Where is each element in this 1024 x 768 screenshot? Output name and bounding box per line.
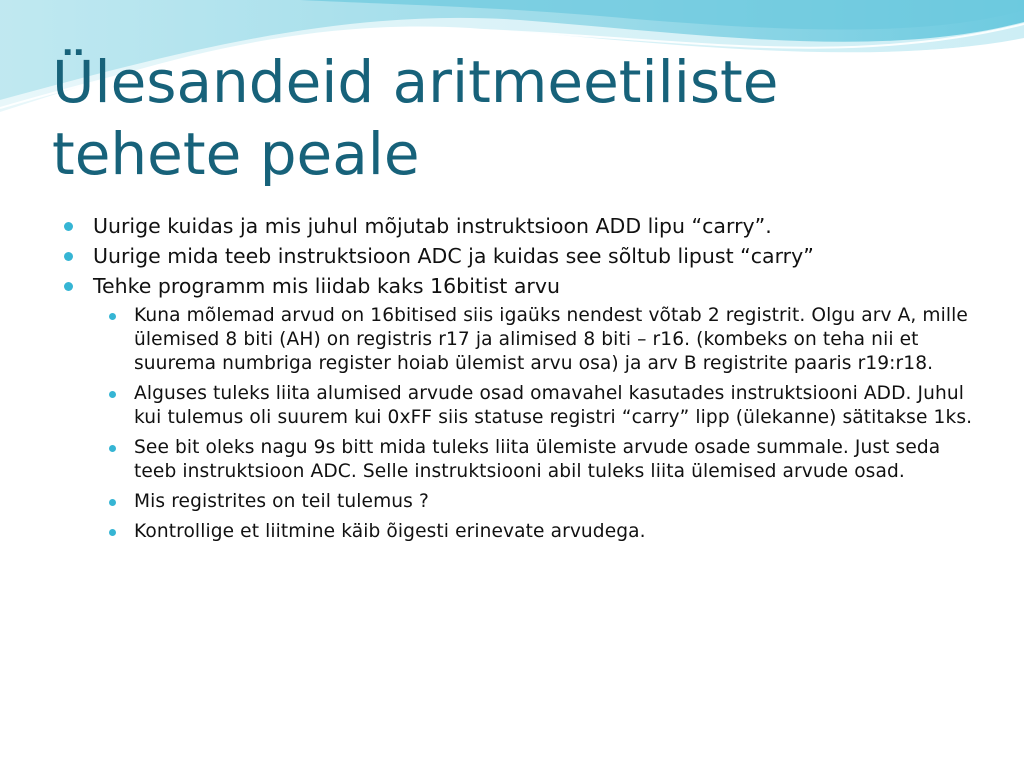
bullet-text: Uurige mida teeb instruktsioon ADC ja kuidas see sõltub lipust “carry”	[93, 244, 814, 268]
sub-bullet-dot-icon	[109, 313, 116, 320]
bullet-text: Tehke programm mis liidab kaks 16bitist arvu	[93, 274, 560, 298]
page-title	[52, 46, 972, 190]
sub-bullet-dot-icon	[109, 391, 116, 398]
sub-bullet-item	[105, 436, 974, 484]
sub-bullet-dot-icon	[109, 529, 116, 536]
bullet-dot-icon	[64, 282, 73, 291]
sub-bullet-text: Kontrollige et liitmine käib õigesti erinevate arvudega.	[134, 521, 646, 542]
bullet-item	[64, 274, 974, 298]
sub-bullet-item	[105, 520, 974, 544]
sub-bullet-dot-icon	[109, 499, 116, 506]
bullet-item	[64, 214, 974, 238]
bullet-dot-icon	[64, 252, 73, 261]
sub-bullet-text: Kuna mõlemad arvud on 16bitised siis igaüks nendest võtab 2 registrit. Olgu arv A, mille ülemised 8 biti (AH) on registris r17 ja alimised 8 biti – r16. (kombeks on teha nii et suurema numbriga register hoiab ülemist arvu osa) ja arv B registrite paaris r19:r18.	[134, 305, 968, 374]
bullet-dot-icon	[64, 222, 73, 231]
sub-bullet-item	[105, 490, 974, 514]
sub-bullet-item	[105, 304, 974, 376]
bullet-list	[64, 214, 974, 550]
title-line-1: Ülesandeid aritmeetiliste	[52, 48, 779, 116]
bullet-item	[64, 244, 974, 268]
bullet-text: Uurige kuidas ja mis juhul mõjutab instruktsioon ADD lipu “carry”.	[93, 214, 772, 238]
sub-bullet-dot-icon	[109, 445, 116, 452]
title-line-2: tehete peale	[52, 120, 420, 188]
sub-bullet-text: Alguses tuleks liita alumised arvude osad omavahel kasutades instruktsiooni ADD. Juhul kui tulemus oli suurem kui 0xFF siis statuse registri “carry” lipp (ülekanne) sätitakse 1ks.	[134, 383, 973, 428]
sub-bullet-list	[64, 304, 974, 544]
sub-bullet-text: Mis registrites on teil tulemus ?	[134, 491, 429, 512]
sub-bullet-item	[105, 382, 974, 430]
sub-bullet-text: See bit oleks nagu 9s bitt mida tuleks liita ülemiste arvude osade summale. Just seda teeb instruktsioon ADC. Selle instruktsiooni abil tuleks liita ülemised arvude osad.	[134, 437, 941, 482]
